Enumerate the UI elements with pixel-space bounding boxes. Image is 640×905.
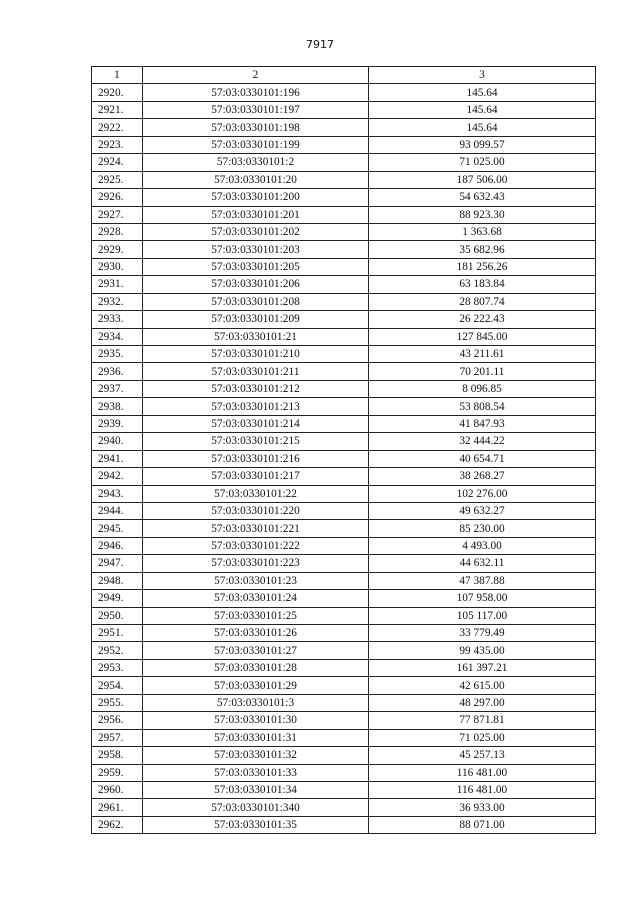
table-row xyxy=(92,223,596,240)
cadastral-value: 70 201.11 xyxy=(369,363,596,380)
cadastral-number: 57:03:0330101:220 xyxy=(143,502,369,519)
row-number: 2957. xyxy=(92,729,143,746)
row-number: 2944. xyxy=(92,502,143,519)
table-row xyxy=(92,537,596,554)
cadastral-number: 57:03:0330101:196 xyxy=(143,84,369,101)
cadastral-value: 43 211.61 xyxy=(369,346,596,363)
table-row xyxy=(92,398,596,415)
row-number: 2926. xyxy=(92,189,143,206)
table-row xyxy=(92,694,596,711)
cadastral-value: 181 256.26 xyxy=(369,258,596,275)
table-header xyxy=(92,67,596,84)
table-row xyxy=(92,747,596,764)
cadastral-value: 38 268.27 xyxy=(369,468,596,485)
cadastral-number: 57:03:0330101:203 xyxy=(143,241,369,258)
cadastral-number: 57:03:0330101:199 xyxy=(143,136,369,153)
cadastral-value: 127 845.00 xyxy=(369,328,596,345)
row-number: 2920. xyxy=(92,84,143,101)
cadastral-number: 57:03:0330101:215 xyxy=(143,433,369,450)
row-number: 2955. xyxy=(92,694,143,711)
cadastral-number: 57:03:0330101:35 xyxy=(143,816,369,833)
cadastral-number: 57:03:0330101:217 xyxy=(143,468,369,485)
cadastral-number: 57:03:0330101:202 xyxy=(143,223,369,240)
cadastral-number: 57:03:0330101:28 xyxy=(143,659,369,676)
row-number: 2954. xyxy=(92,677,143,694)
table-row xyxy=(92,171,596,188)
cadastral-number: 57:03:0330101:211 xyxy=(143,363,369,380)
row-number: 2924. xyxy=(92,154,143,171)
row-number: 2940. xyxy=(92,433,143,450)
row-number: 2930. xyxy=(92,258,143,275)
cadastral-value: 145.64 xyxy=(369,84,596,101)
table-row xyxy=(92,764,596,781)
table-row xyxy=(92,380,596,397)
row-number: 2939. xyxy=(92,415,143,432)
row-number: 2927. xyxy=(92,206,143,223)
cadastral-number: 57:03:0330101:212 xyxy=(143,380,369,397)
table-row xyxy=(92,677,596,694)
cadastral-number: 57:03:0330101:24 xyxy=(143,590,369,607)
cadastral-number: 57:03:0330101:2 xyxy=(143,154,369,171)
row-number: 2959. xyxy=(92,764,143,781)
cadastral-value: 63 183.84 xyxy=(369,276,596,293)
table-row xyxy=(92,468,596,485)
row-number: 2950. xyxy=(92,607,143,624)
table-row xyxy=(92,572,596,589)
cadastral-number: 57:03:0330101:31 xyxy=(143,729,369,746)
cadastral-value: 77 871.81 xyxy=(369,712,596,729)
table-row xyxy=(92,346,596,363)
cadastral-value: 187 506.00 xyxy=(369,171,596,188)
cadastral-number: 57:03:0330101:201 xyxy=(143,206,369,223)
table-row xyxy=(92,101,596,118)
cadastral-value: 33 779.49 xyxy=(369,625,596,642)
table-row xyxy=(92,433,596,450)
cadastral-number: 57:03:0330101:213 xyxy=(143,398,369,415)
table-row xyxy=(92,328,596,345)
row-number: 2949. xyxy=(92,590,143,607)
table-row xyxy=(92,415,596,432)
row-number: 2947. xyxy=(92,555,143,572)
cadastral-number: 57:03:0330101:210 xyxy=(143,346,369,363)
cadastral-number: 57:03:0330101:26 xyxy=(143,625,369,642)
row-number: 2929. xyxy=(92,241,143,258)
table-row xyxy=(92,206,596,223)
cadastral-number: 57:03:0330101:20 xyxy=(143,171,369,188)
cadastral-number: 57:03:0330101:32 xyxy=(143,747,369,764)
cadastral-value: 145.64 xyxy=(369,119,596,136)
table-row xyxy=(92,590,596,607)
cadastral-value: 42 615.00 xyxy=(369,677,596,694)
table-row xyxy=(92,189,596,206)
cadastral-value: 116 481.00 xyxy=(369,764,596,781)
cadastral-number: 57:03:0330101:25 xyxy=(143,607,369,624)
row-number: 2925. xyxy=(92,171,143,188)
cadastral-number: 57:03:0330101:216 xyxy=(143,450,369,467)
page-number: 7917 xyxy=(306,38,334,51)
row-number: 2933. xyxy=(92,311,143,328)
cadastral-number: 57:03:0330101:197 xyxy=(143,101,369,118)
table-header-row xyxy=(92,67,596,84)
row-number: 2922. xyxy=(92,119,143,136)
cadastral-value: 85 230.00 xyxy=(369,520,596,537)
cadastral-number: 57:03:0330101:34 xyxy=(143,781,369,798)
cadastral-value: 45 257.13 xyxy=(369,747,596,764)
row-number: 2928. xyxy=(92,223,143,240)
table-row xyxy=(92,241,596,258)
row-number: 2962. xyxy=(92,816,143,833)
cadastral-number: 57:03:0330101:209 xyxy=(143,311,369,328)
cadastral-number: 57:03:0330101:340 xyxy=(143,799,369,816)
cadastral-value: 99 435.00 xyxy=(369,642,596,659)
cadastral-number: 57:03:0330101:198 xyxy=(143,119,369,136)
cadastral-number: 57:03:0330101:200 xyxy=(143,189,369,206)
cadastral-value: 4 493.00 xyxy=(369,537,596,554)
row-number: 2942. xyxy=(92,468,143,485)
table-row xyxy=(92,258,596,275)
row-number: 2953. xyxy=(92,659,143,676)
cadastral-number: 57:03:0330101:21 xyxy=(143,328,369,345)
cadastral-value: 88 071.00 xyxy=(369,816,596,833)
cadastral-number: 57:03:0330101:221 xyxy=(143,520,369,537)
cadastral-value: 105 117.00 xyxy=(369,607,596,624)
cadastral-number: 57:03:0330101:33 xyxy=(143,764,369,781)
table-row xyxy=(92,311,596,328)
column-header-1: 1 xyxy=(92,67,143,84)
row-number: 2946. xyxy=(92,537,143,554)
cadastral-value: 40 654.71 xyxy=(369,450,596,467)
row-number: 2943. xyxy=(92,485,143,502)
cadastral-number: 57:03:0330101:205 xyxy=(143,258,369,275)
cadastral-value: 161 397.21 xyxy=(369,659,596,676)
table-row xyxy=(92,119,596,136)
cadastral-value: 102 276.00 xyxy=(369,485,596,502)
cadastral-number: 57:03:0330101:29 xyxy=(143,677,369,694)
table-row xyxy=(92,555,596,572)
cadastral-number: 57:03:0330101:208 xyxy=(143,293,369,310)
table-row xyxy=(92,520,596,537)
table-row xyxy=(92,276,596,293)
row-number: 2960. xyxy=(92,781,143,798)
cadastral-value: 88 923.30 xyxy=(369,206,596,223)
cadastral-value: 54 632.43 xyxy=(369,189,596,206)
cadastral-value: 41 847.93 xyxy=(369,415,596,432)
cadastral-value: 8 096.85 xyxy=(369,380,596,397)
row-number: 2936. xyxy=(92,363,143,380)
row-number: 2934. xyxy=(92,328,143,345)
table-row xyxy=(92,485,596,502)
cadastral-value: 36 933.00 xyxy=(369,799,596,816)
cadastral-value: 28 807.74 xyxy=(369,293,596,310)
cadastral-number: 57:03:0330101:223 xyxy=(143,555,369,572)
row-number: 2935. xyxy=(92,346,143,363)
cadastral-value: 35 682.96 xyxy=(369,241,596,258)
cadastral-value: 26 222.43 xyxy=(369,311,596,328)
cadastral-value: 53 808.54 xyxy=(369,398,596,415)
row-number: 2938. xyxy=(92,398,143,415)
table-row xyxy=(92,816,596,833)
row-number: 2952. xyxy=(92,642,143,659)
cadastral-number: 57:03:0330101:214 xyxy=(143,415,369,432)
cadastral-number: 57:03:0330101:23 xyxy=(143,572,369,589)
row-number: 2921. xyxy=(92,101,143,118)
column-header-2: 2 xyxy=(143,67,369,84)
row-number: 2931. xyxy=(92,276,143,293)
table-row xyxy=(92,729,596,746)
table-row xyxy=(92,659,596,676)
cadastral-value: 145.64 xyxy=(369,101,596,118)
table-row xyxy=(92,154,596,171)
cadastral-value: 49 632.27 xyxy=(369,502,596,519)
cadastral-value: 1 363.68 xyxy=(369,223,596,240)
cadastral-value: 107 958.00 xyxy=(369,590,596,607)
cadastral-number: 57:03:0330101:206 xyxy=(143,276,369,293)
row-number: 2932. xyxy=(92,293,143,310)
row-number: 2961. xyxy=(92,799,143,816)
row-number: 2937. xyxy=(92,380,143,397)
table-row xyxy=(92,781,596,798)
row-number: 2951. xyxy=(92,625,143,642)
table-row xyxy=(92,136,596,153)
cadastral-value: 48 297.00 xyxy=(369,694,596,711)
cadastral-value: 47 387.88 xyxy=(369,572,596,589)
cadastral-value: 116 481.00 xyxy=(369,781,596,798)
cadastral-number: 57:03:0330101:30 xyxy=(143,712,369,729)
table-row xyxy=(92,502,596,519)
row-number: 2923. xyxy=(92,136,143,153)
cadastral-value-table xyxy=(91,66,596,834)
row-number: 2948. xyxy=(92,572,143,589)
cadastral-number: 57:03:0330101:3 xyxy=(143,694,369,711)
row-number: 2956. xyxy=(92,712,143,729)
cadastral-value: 71 025.00 xyxy=(369,729,596,746)
cadastral-number: 57:03:0330101:222 xyxy=(143,537,369,554)
table-row xyxy=(92,799,596,816)
row-number: 2941. xyxy=(92,450,143,467)
cadastral-value: 93 099.57 xyxy=(369,136,596,153)
table-row xyxy=(92,450,596,467)
table-row xyxy=(92,642,596,659)
table-row xyxy=(92,84,596,101)
table-row xyxy=(92,625,596,642)
row-number: 2958. xyxy=(92,747,143,764)
table-body xyxy=(92,84,596,834)
cadastral-value: 44 632.11 xyxy=(369,555,596,572)
table-row xyxy=(92,363,596,380)
cadastral-number: 57:03:0330101:22 xyxy=(143,485,369,502)
table-row xyxy=(92,607,596,624)
table-row xyxy=(92,293,596,310)
table-row xyxy=(92,712,596,729)
cadastral-value: 71 025.00 xyxy=(369,154,596,171)
cadastral-value: 32 444.22 xyxy=(369,433,596,450)
cadastral-number: 57:03:0330101:27 xyxy=(143,642,369,659)
column-header-3: 3 xyxy=(369,67,596,84)
row-number: 2945. xyxy=(92,520,143,537)
